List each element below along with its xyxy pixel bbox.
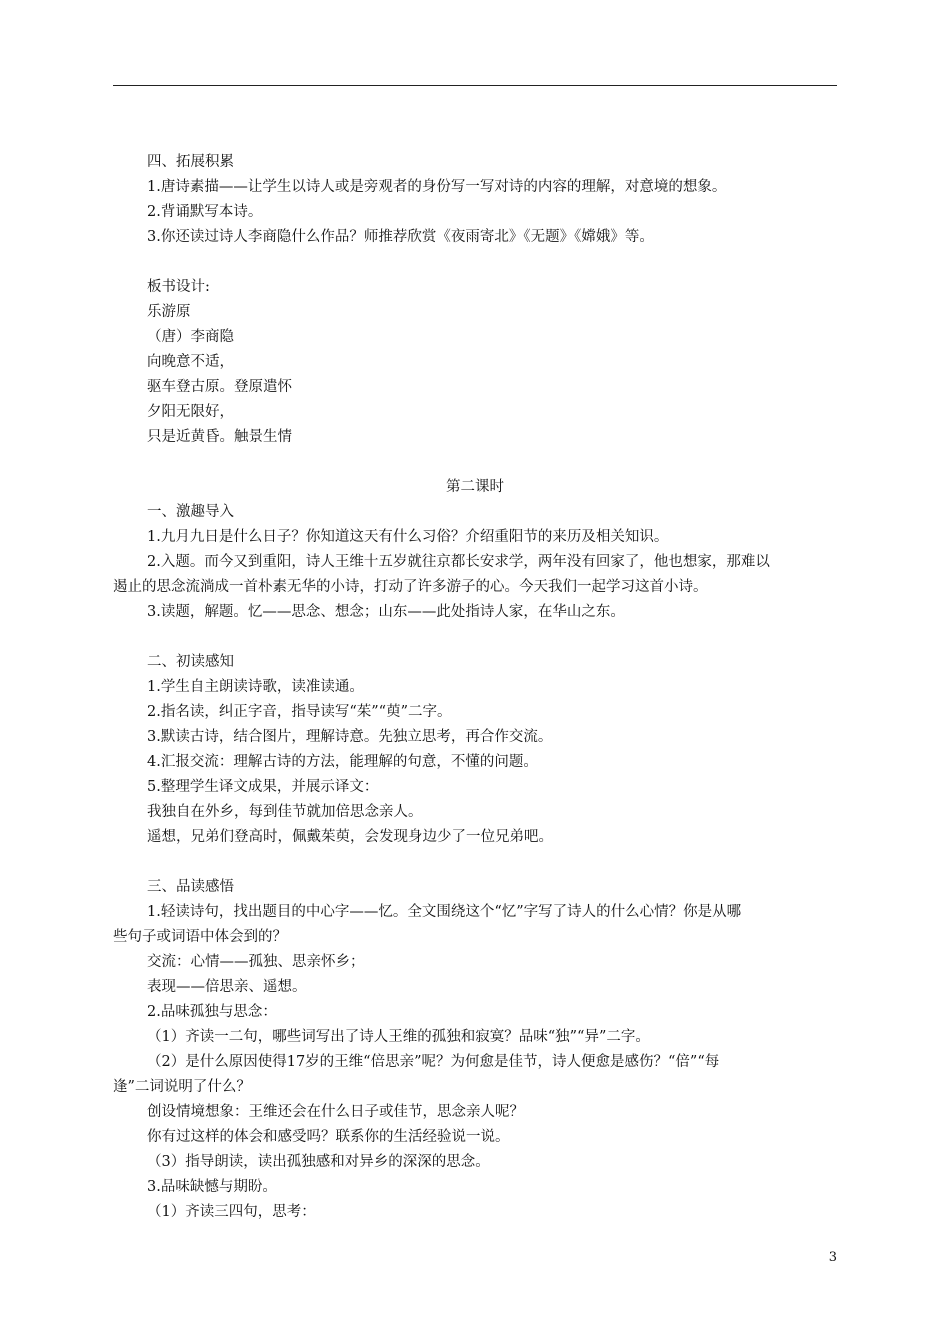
page-number: 3	[828, 1250, 837, 1265]
lesson2-part3-exchange-1: 交流：心情——孤独、思亲怀乡；	[147, 954, 365, 970]
lesson2-part2-translation-2: 遥想，兄弟们登高时，佩戴茱萸，会发现身边少了一位兄弟吧。	[147, 829, 553, 845]
board-line-3: 夕阳无限好，	[147, 404, 234, 420]
lesson2-part3-heading: 三、品读感悟	[147, 879, 234, 895]
board-line-2: 驱车登古原。登原遣怀	[147, 379, 292, 395]
lesson2-part3-sub-2a: （2）是什么原因使得17岁的王维“倍思亲”呢？为何愈是佳节，诗人便愈是感伤？“倍”“每	[147, 1054, 720, 1070]
lesson2-part3-sub-1: （1）齐读一二句，哪些词写出了诗人王维的孤独和寂寞？品味“独”“异”二字。	[147, 1029, 650, 1045]
lesson2-part3-sub-4: （1）齐读三四句，思考：	[147, 1204, 316, 1220]
board-line-4: 只是近黄昏。触景生情	[147, 429, 292, 445]
lesson2-part2-item-3: 3.默读古诗，结合图片，理解诗意。先独立思考，再合作交流。	[147, 729, 553, 745]
header-rule	[113, 85, 837, 86]
lesson2-part2-item-2: 2.指名读，纠正字音，指导读写“茱”“萸”二字。	[147, 704, 452, 720]
lesson2-part2-item-5: 5.整理学生译文成果，并展示译文：	[147, 779, 379, 795]
section4-heading: 四、拓展积累	[147, 154, 234, 170]
section4-item-2: 2.背诵默写本诗。	[147, 204, 263, 220]
lesson2-part2-item-1: 1.学生自主朗读诗歌，读准读通。	[147, 679, 364, 695]
lesson2-part2-item-4: 4.汇报交流：理解古诗的方法，能理解的句意，不懂的问题。	[147, 754, 538, 770]
board-line-1: 向晚意不适，	[147, 354, 234, 370]
lesson2-part1-item-2b: 遏止的思念流淌成一首朴素无华的小诗，打动了许多游子的心。今天我们一起学习这首小诗。	[113, 579, 708, 595]
lesson2-part3-item-1a: 1.轻读诗句，找出题目的中心字——忆。全文围绕这个“忆”字写了诗人的什么心情？你是从哪	[147, 904, 742, 920]
page-content	[113, 150, 837, 1225]
lesson2-part3-sub-2b: 逢”二词说明了什么？	[113, 1079, 251, 1095]
lesson2-part1-item-1: 1.九月九日是什么日子？你知道这天有什么习俗？介绍重阳节的来历及相关知识。	[147, 529, 669, 545]
lesson2-part3-item-1b: 些句子或词语中体会到的？	[113, 929, 287, 945]
lesson2-part3-item-2: 2.品味孤独与思念：	[147, 1004, 277, 1020]
board-title: 乐游原	[147, 304, 191, 320]
section4-item-1: 1.唐诗素描——让学生以诗人或是旁观者的身份写一写对诗的内容的理解，对意境的想象。	[147, 179, 727, 195]
lesson2-title: 第二课时	[446, 479, 504, 495]
lesson2-part1-item-3: 3.读题，解题。忆——思念、想念；山东——此处指诗人家，在华山之东。	[147, 604, 625, 620]
section4-item-3: 3.你还读过诗人李商隐什么作品？师推荐欣赏《夜雨寄北》《无题》《嫦娥》等。	[147, 229, 654, 245]
board-author: （唐）李商隐	[147, 329, 234, 345]
lesson2-part3-item-3: 3.品味缺憾与期盼。	[147, 1179, 277, 1195]
lesson2-part2-heading: 二、初读感知	[147, 654, 234, 670]
lesson2-part1-heading: 一、激趣导入	[147, 504, 234, 520]
lesson2-part3-imagine: 创设情境想象：王维还会在什么日子或佳节，思念亲人呢？	[147, 1104, 524, 1120]
lesson2-part3-sub-3: （3）指导朗读，读出孤独感和对异乡的深深的思念。	[147, 1154, 490, 1170]
lesson2-part1-item-2a: 2.入题。而今又到重阳，诗人王维十五岁就往京都长安求学，两年没有回家了，他也想家，那难以	[147, 554, 770, 570]
board-label: 板书设计:	[147, 279, 210, 295]
lesson2-part3-exchange-2: 表现——倍思亲、遥想。	[147, 979, 307, 995]
lesson2-part2-translation-1: 我独自在外乡，每到佳节就加倍思念亲人。	[147, 804, 423, 820]
lesson2-part3-experience: 你有过这样的体会和感受吗？联系你的生活经验说一说。	[147, 1129, 510, 1145]
